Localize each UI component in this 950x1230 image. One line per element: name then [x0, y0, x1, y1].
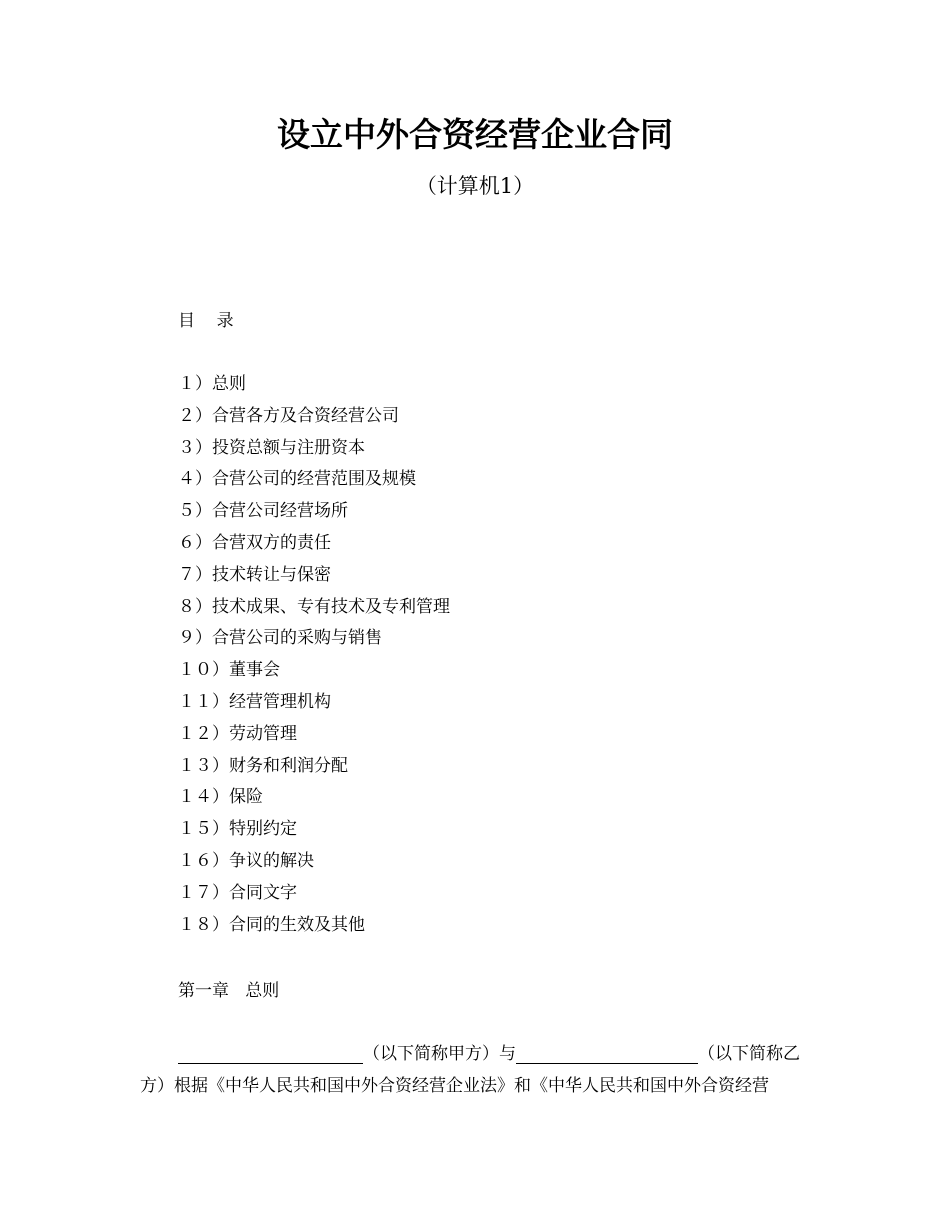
- toc-item: ３）投资总额与注册资本: [178, 437, 365, 458]
- toc-item: １０）董事会: [178, 660, 280, 681]
- party-a-suffix: （以下简称甲方）与: [363, 1044, 516, 1064]
- toc-item: ９）合营公司的采购与销售: [178, 628, 382, 649]
- toc-heading: 目 录: [178, 311, 234, 331]
- party-b-blank[interactable]: [516, 1043, 698, 1064]
- toc-item: １）总则: [178, 374, 246, 394]
- toc-item: ４）合营公司的经营范围及规模: [178, 469, 416, 490]
- toc-item: １３）财务和利润分配: [178, 755, 348, 776]
- party-b-suffix: （以下简称乙: [698, 1044, 800, 1064]
- toc-item: １６）争议的解决: [178, 850, 314, 871]
- toc-item: ２）合营各方及合资经营公司: [178, 405, 399, 426]
- toc-item: ８）技术成果、专有技术及专利管理: [178, 596, 450, 617]
- toc-item: １２）劳动管理: [178, 723, 297, 744]
- toc-item: １８）合同的生效及其他: [178, 914, 365, 935]
- table-of-contents: [178, 371, 450, 943]
- paragraph-line-2: 方）根据《中华人民共和国中外合资经营企业法》和《中华人民共和国中外合资经营: [140, 1076, 769, 1096]
- toc-item: ７）技术转让与保密: [178, 564, 331, 585]
- toc-item: １５）特别约定: [178, 819, 297, 840]
- document-title: 设立中外合资经营企业合同: [277, 115, 673, 154]
- toc-item: １７）合同文字: [178, 882, 297, 903]
- chapter-heading: 第一章 总则: [178, 981, 280, 1001]
- document-subtitle: （计算机1）: [415, 174, 535, 198]
- toc-item: １１）经营管理机构: [178, 691, 331, 712]
- toc-item: ５）合营公司经营场所: [178, 501, 348, 522]
- toc-item: １４）保险: [178, 787, 263, 808]
- toc-item: ６）合营双方的责任: [178, 532, 331, 553]
- party-a-blank[interactable]: [178, 1043, 363, 1064]
- paragraph-line-1: [178, 1041, 800, 1067]
